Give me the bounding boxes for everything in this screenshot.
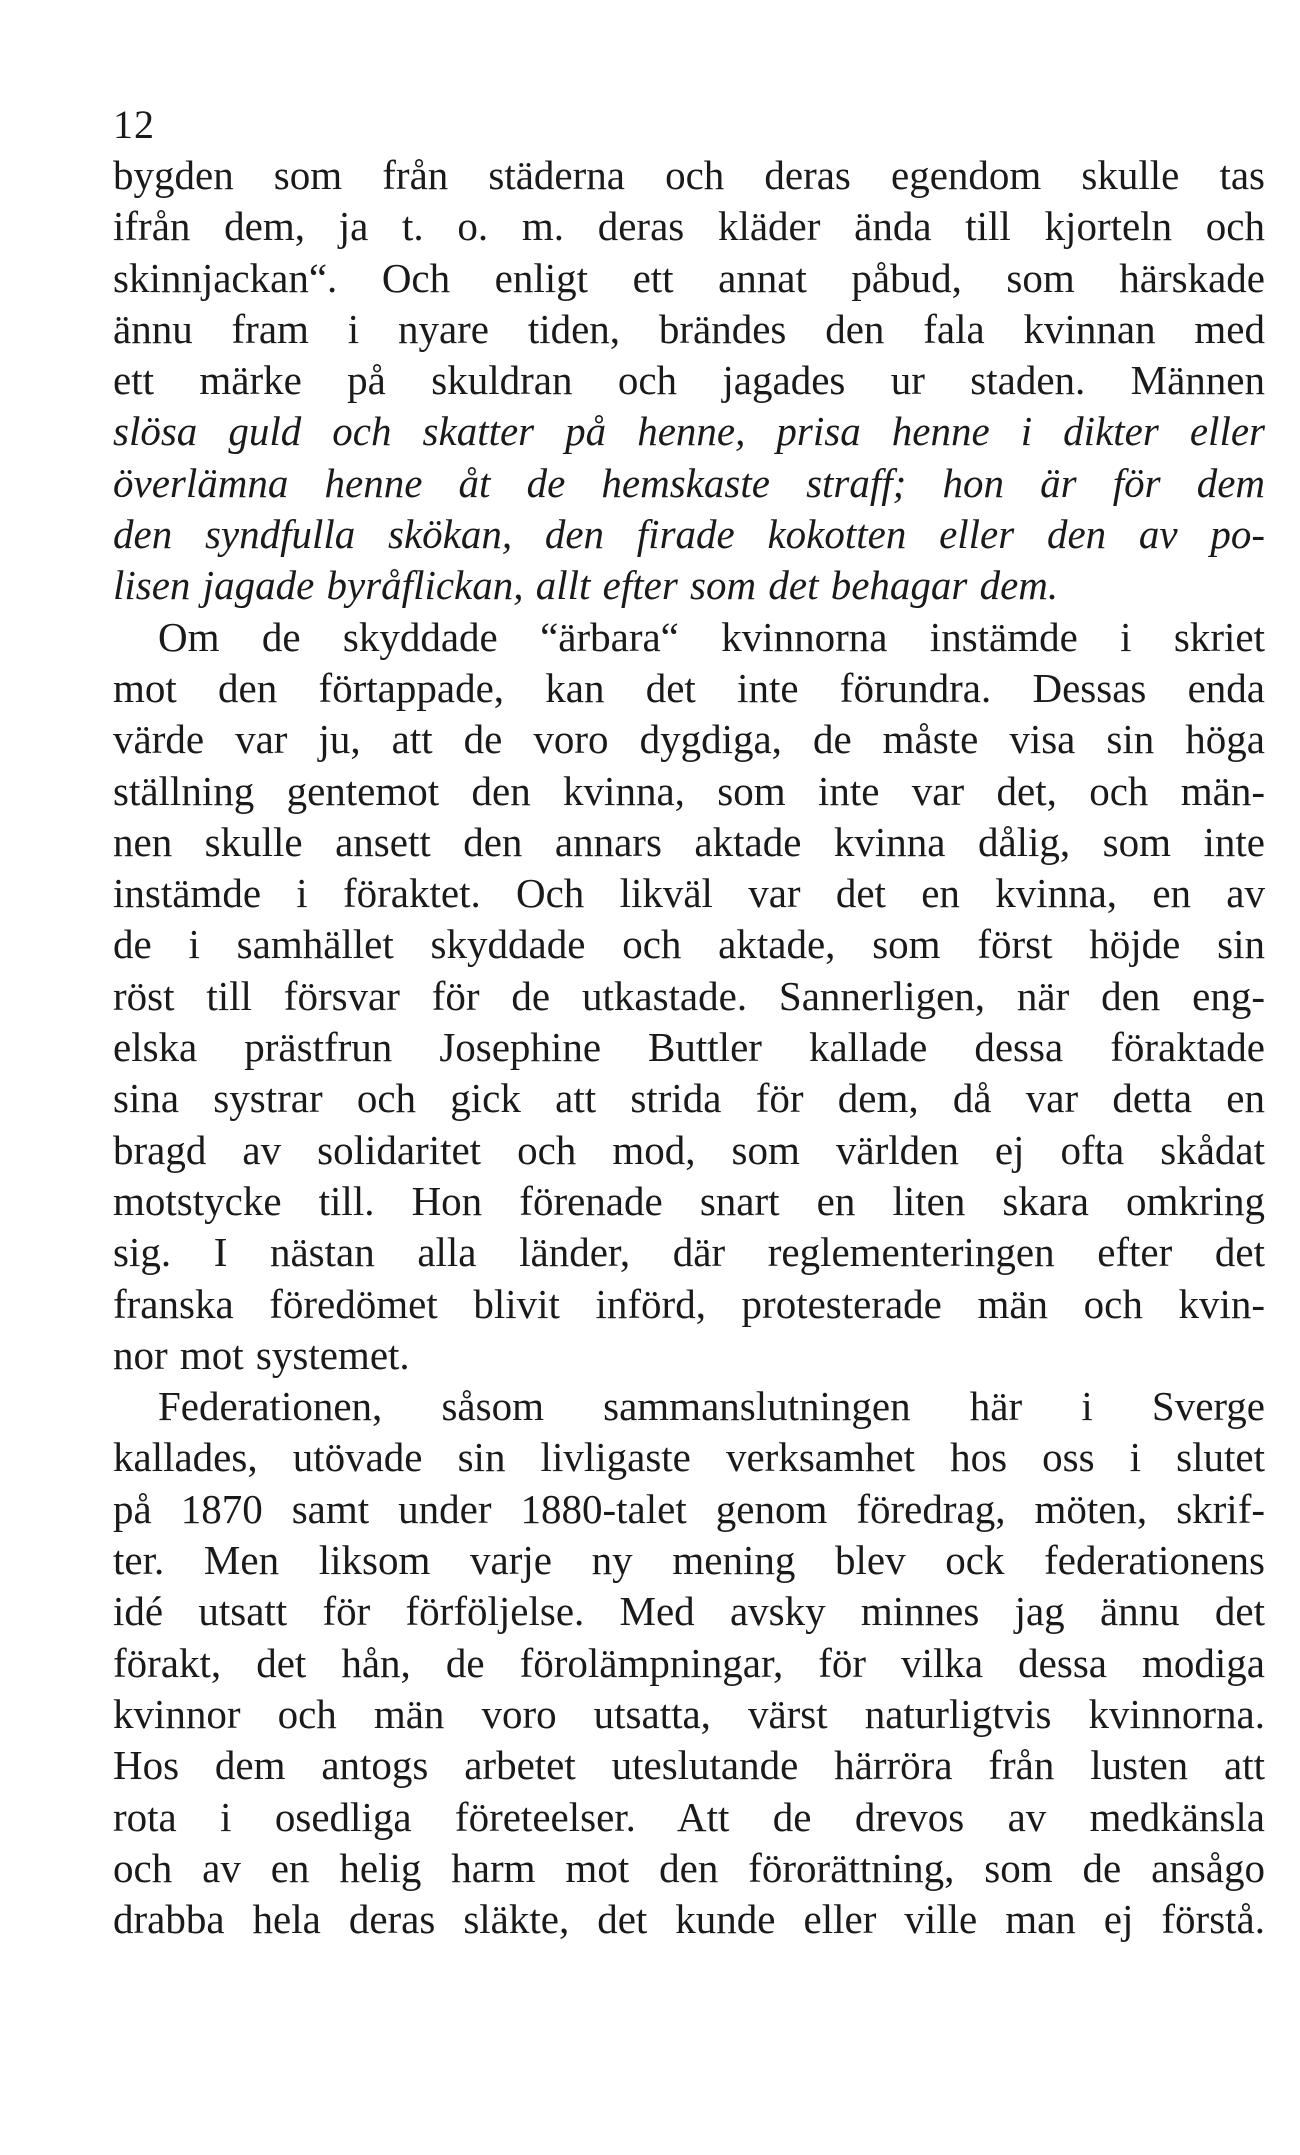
text-line: värde var ju, att de voro dygdiga, de måste visa sin höga — [113, 716, 1265, 763]
text-line: instämde i föraktet. Och likväl var det en kvinna, en av — [113, 870, 1265, 917]
text-line: ett märke på skuldran och jagades ur staden. Männen — [113, 357, 1265, 404]
text-line: på 1870 samt under 1880-talet genom föredrag, möten, skrif- — [113, 1485, 1265, 1532]
text-line: röst till försvar för de utkastade. Sannerligen, när den eng- — [113, 972, 1265, 1019]
text-line: sina systrar och gick att strida för dem, då var detta en — [113, 1075, 1265, 1122]
text-line: elska prästfrun Josephine Buttler kallade dessa föraktade — [113, 1024, 1265, 1071]
text-line: bygden som från städerna och deras egendom skulle tas — [113, 152, 1265, 198]
text-line: de i samhället skyddade och aktade, som först höjde sin — [113, 921, 1265, 968]
text-line: rota i osedliga företeelser. Att de drevos av medkänsla — [113, 1793, 1265, 1840]
text-line: bragd av solidaritet och mod, som världen ej ofta skådat — [113, 1126, 1265, 1173]
text-line: mot den förtappade, kan det inte förundra. Dessas enda — [113, 664, 1265, 711]
page-number: 12 — [113, 102, 155, 147]
body-text — [113, 150, 1265, 1945]
text-line: ställning gentemot den kvinna, som inte var det, och män- — [113, 767, 1265, 814]
text-line: Hos dem antogs arbetet uteslutande härröra från lusten att — [113, 1742, 1265, 1789]
text-line: sig. I nästan alla länder, där reglementeringen efter det — [113, 1229, 1265, 1276]
text-line: förakt, det hån, de förolämpningar, för vilka dessa modiga — [113, 1639, 1265, 1686]
text-line: ännu fram i nyare tiden, brändes den fala kvinnan med — [113, 305, 1265, 352]
paragraph-start-line: Federationen, såsom sammanslutningen här i Sverge — [158, 1383, 1265, 1430]
text-line-emphasis: lisen jagade byråflickan, allt efter som det behagar dem. — [113, 562, 1059, 609]
text-line-emphasis: slösa guld och skatter på henne, prisa henne i dikter eller — [113, 408, 1265, 455]
paragraph-start-line: Om de skyddade “ärbara“ kvinnorna instämde i skriet — [158, 613, 1265, 660]
paragraph-end-line: nor mot systemet. — [113, 1331, 410, 1378]
text-line: och av en helig harm mot den förorättning, som de ansågo — [113, 1844, 1265, 1891]
text-line: ter. Men liksom varje ny mening blev ock federationens — [113, 1537, 1265, 1584]
text-line: skinnjackan“. Och enligt ett annat påbud, som härskade — [113, 254, 1265, 301]
text-line: franska föredömet blivit införd, protesterade män och kvin- — [113, 1280, 1265, 1327]
text-line: ifrån dem, ja t. o. m. deras kläder ända till kjorteln och — [113, 203, 1265, 250]
text-line-emphasis: den syndfulla skökan, den firade kokotten eller den av po- — [113, 511, 1265, 558]
text-line: kallades, utövade sin livligaste verksamhet hos oss i slutet — [113, 1434, 1265, 1481]
text-line: nen skulle ansett den annars aktade kvinna dålig, som inte — [113, 818, 1265, 865]
text-line: idé utsatt för förföljelse. Med avsky minnes jag ännu det — [113, 1588, 1265, 1635]
text-line: motstycke till. Hon förenade snart en liten skara omkring — [113, 1177, 1265, 1224]
text-line: kvinnor och män voro utsatta, värst naturligtvis kvinnorna. — [113, 1690, 1265, 1737]
text-line-emphasis: överlämna henne åt de hemskaste straff; hon är för dem — [113, 459, 1265, 506]
text-line: drabba hela deras släkte, det kunde eller ville man ej förstå. — [113, 1896, 1265, 1943]
